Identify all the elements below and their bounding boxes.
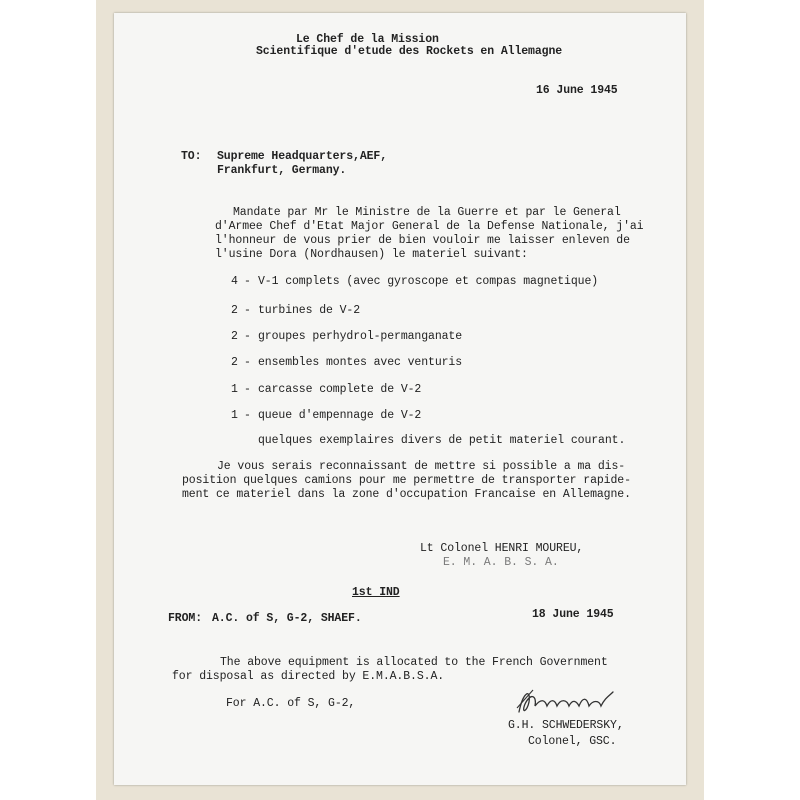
letter-date: 16 June 1945 [536,84,618,97]
item-text: carcasse complete de V-2 [258,383,422,396]
item-text: ensembles montes avec venturis [258,356,463,369]
body-line-1: Mandate par Mr le Ministre de la Guerre et par le General [233,206,621,219]
item-text: queue d'empennage de V-2 [258,409,422,422]
item-text: V-1 complets (avec gyroscope et compas magnetique) [258,275,599,288]
item-dash: - [244,330,251,343]
item-qty: 2 [231,330,238,343]
closing-line-1: Je vous serais reconnaissant de mettre si possible a ma dis- [217,460,626,473]
item-qty: 2 [231,356,238,369]
handwritten-signature [513,682,623,722]
header-line-1: Le Chef de la Mission [296,33,439,46]
signer-name: Lt Colonel HENRI MOUREU, [420,542,584,555]
item-dash: - [244,383,251,396]
item-qty: 1 [231,409,238,422]
item-text: groupes perhydrol-permanganate [258,330,463,343]
item-dash: - [244,304,251,317]
to-address-line-2: Frankfurt, Germany. [217,164,347,177]
from-label: FROM: [168,612,203,625]
closing-line-2: position quelques camions pour me permettre de transporter rapide- [182,474,631,487]
indorsement-text-line-2: for disposal as directed by E.M.A.B.S.A. [172,670,445,683]
body-line-4: l'usine Dora (Nordhausen) le materiel suivant: [215,248,528,261]
from-text: A.C. of S, G-2, SHAEF. [212,612,362,625]
item-dash: - [244,275,251,288]
indorsement-date: 18 June 1945 [532,608,614,621]
item-text: turbines de V-2 [258,304,361,317]
signer-unit: E. M. A. B. S. A. [443,556,559,569]
item-dash: - [244,356,251,369]
item-qty: 2 [231,304,238,317]
indorsement-signer-name: G.H. SCHWEDERSKY, [508,719,624,732]
indorsement-signer-rank: Colonel, GSC. [528,735,617,748]
item-dash: - [244,409,251,422]
to-label: TO: [181,150,202,163]
closing-line-3: ment ce materiel dans la zone d'occupation Francaise en Allemagne. [182,488,631,501]
for-line: For A.C. of S, G-2, [226,697,356,710]
misc-material-line: quelques exemplaires divers de petit materiel courant. [258,434,626,447]
body-line-3: l'honneur de vous prier de bien vouloir me laisser enleven de [215,234,630,247]
item-qty: 1 [231,383,238,396]
indorsement-title: 1st IND [352,586,400,599]
body-line-2: d'Armee Chef d'Etat Major General de la Defense Nationale, j'ai [215,220,644,233]
to-address-line-1: Supreme Headquarters,AEF, [217,150,388,163]
header-line-2: Scientifique d'etude des Rockets en Allemagne [256,45,563,58]
item-qty: 4 [231,275,238,288]
indorsement-text-line-1: The above equipment is allocated to the French Government [220,656,608,669]
